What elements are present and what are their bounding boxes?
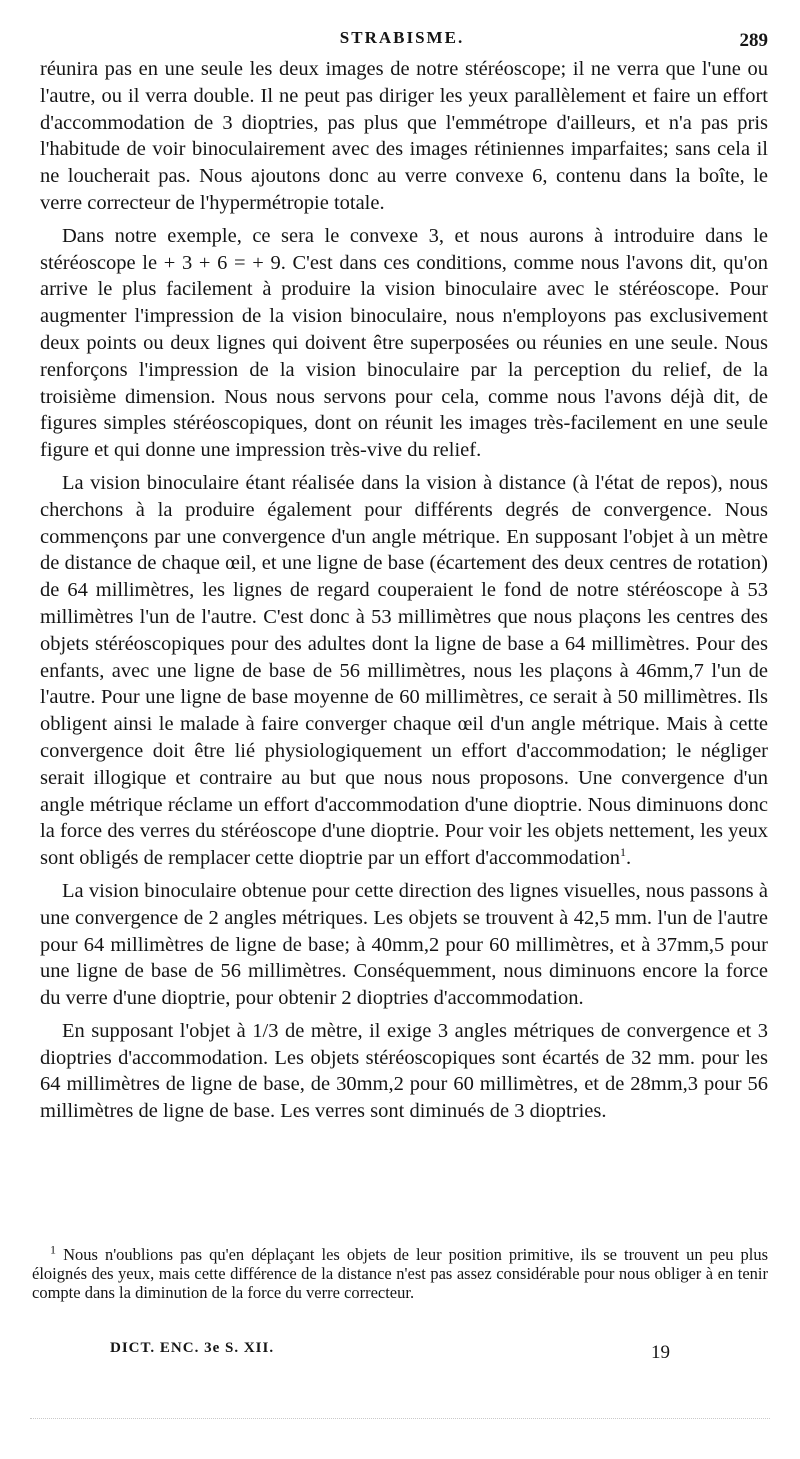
sheet-number: 19 <box>651 1342 670 1363</box>
bleed-through-rule <box>30 1418 770 1419</box>
paragraph-text: La vision binoculaire étant réalisée dans la vision à distance (à l'état de repos), nous cherchons à la produire également pour différents degrés de convergence. Nous commençons par une convergence d'un angle métrique. En supposant l'objet à un mètre de distance de chaque œil, et une ligne de base (écartement des deux centres de rotation) de 64 millimètres, les lignes de regard couperaient le fond de notre stéréoscope à 53 millimètres l'un de l'autre. C'est donc à 53 millimètres que nous plaçons les centres des objets stéréoscopiques pour des adultes dont la ligne de base a 64 millimètres. Pour des enfants, avec une ligne de base de 56 millimètres, nous les plaçons à 46mm,7 l'un de l'autre. Pour une ligne de base moyenne de 60 millimètres, ce serait à 50 millimètres. Ils obligent ainsi le malade à faire converger chaque œil d'un angle métrique. Mais à cette convergence doit être lié physiologiquement un effort d'accommodation; le négliger serait illogique et contraire au but que nous nous proposons. Une convergence d'un angle métrique réclame un effort d'accommodation d'une dioptrie. Nous diminuons donc la force des verres du stéréoscope d'une dioptrie. Pour voir les objets nettement, les yeux sont obligés de remplacer cette dioptrie par un effort d'accommodation <box>40 471 768 870</box>
running-title: STRABISME. <box>339 28 465 47</box>
footnote-marker: 1 <box>50 1242 56 1257</box>
footnote-text: Nous n'oublions pas qu'en déplaçant les objets de leur position primitive, ils se trouvent un peu plus éloignés des yeux, mais cette différence de la distance n'est pas assez considérable pour nous obliger à en tenir compte dans la diminution de la force du verre correcteur. <box>32 1245 769 1302</box>
footnote-reference: 1 <box>619 845 626 860</box>
paragraph-continued: réunira pas en une seule les deux images de notre stéréoscope; il ne verra que l'une ou l'autre, ou il verra double. Il ne peut pas diriger les yeux parallèlement et faire un effort d'accommodation de 3 dioptries, pas plus que l'emmétrope d'ailleurs, et n'a pas pris l'habitude de voir binoculairement avec des images rétiniennes imparfaites; sans cela il ne loucherait pas. Nous ajoutons donc au verre convexe 6, contenu dans la boîte, le verre correcteur de l'hypermétropie totale. <box>40 58 768 214</box>
body-text <box>40 56 768 1131</box>
printer-signature: DICT. ENC. 3e S. XII. <box>110 1340 275 1356</box>
paragraph: La vision binoculaire obtenue pour cette direction des lignes visuelles, nous passons à une convergence de 2 angles métriques. Les objets se trouvent à 42,5 mm. l'un de l'autre pour 64 millimètres de ligne de base; à 40mm,2 pour 60 millimètres, et à 37mm,5 pour une ligne de base de 56 millimètres. Conséquemment, nous diminuons encore la force du verre d'une dioptrie, pour obtenir 2 dioptries d'accommodation. <box>40 879 768 1010</box>
page-number: 289 <box>739 30 768 51</box>
page-header <box>36 28 768 54</box>
page-footer <box>110 1340 670 1364</box>
paragraph: Dans notre exemple, ce sera le convexe 3, et nous aurons à introduire dans le stéréoscope le + 3 + 6 = + 9. C'est dans ces conditions, comme nous l'avons dit, qu'on arrive le plus facilement à produire la vision binoculaire avec le stéréoscope. Pour augmenter l'impression de la vision binoculaire, nous n'employons pas exclusivement deux points ou deux lignes qui doivent être superposées ou réunies en une seule. Nous renforçons l'impression de la vision binoculaire par la perception du relief, de la troisième dimension. Nous nous servons pour cela, comme nous l'avons déjà dit, de figures simples stéréoscopiques, dont on réunit les images très-facilement en une seule figure et qui donne une impression très-vive du relief. <box>40 224 768 462</box>
paragraph-with-note <box>40 470 768 872</box>
paragraph-tail: . <box>625 847 632 870</box>
footnote <box>32 1242 769 1302</box>
paragraph: En supposant l'objet à 1/3 de mètre, il exige 3 angles métriques de convergence et 3 dioptries d'accommodation. Les objets stéréoscopiques sont écartés de 32 mm. pour les 64 millimètres de ligne de base, de 30mm,2 pour 60 millimètres, et de 28mm,3 pour 56 millimètres de ligne de base. Les verres sont diminués de 3 dioptries. <box>40 1019 768 1123</box>
